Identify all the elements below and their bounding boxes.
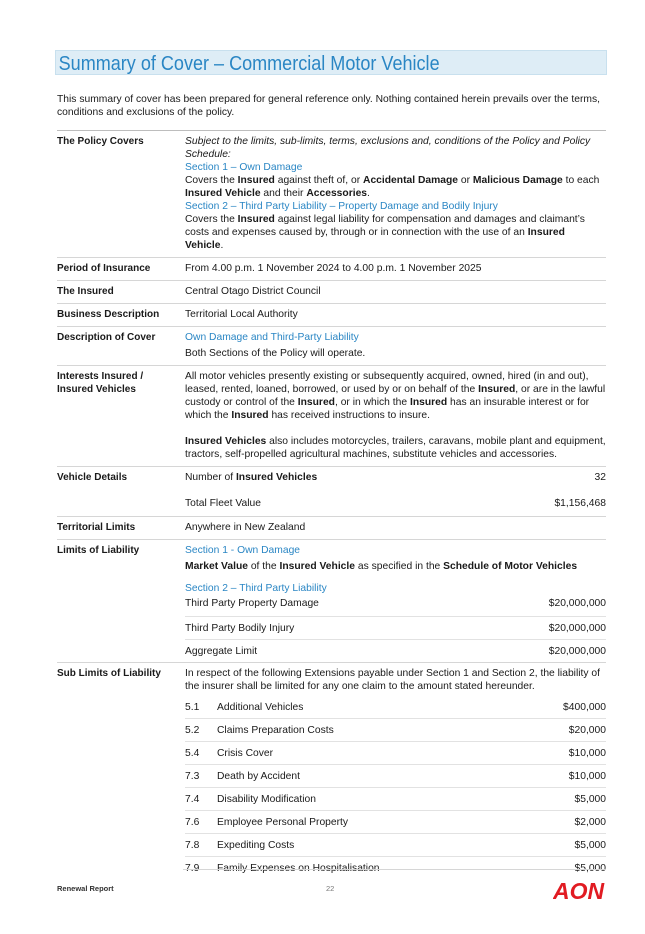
interests-paragraph: All motor vehicles presently existing or subsequently acquired, owned, hired (in and out), leased, rented, loaned, borrowed, or used by or on behalf of the Insured, or are in the lawful custody or control of the Insured, or in which the Insured has an insurable interest or for which the Insured has received instructions to insure. xyxy=(185,371,606,421)
limit-row: Third Party Property Damage $20,000,000 xyxy=(185,598,606,609)
row-value xyxy=(185,366,606,467)
table-bottom-rule xyxy=(183,869,606,870)
section2-text: Covers the Insured against legal liability for compensation and damages and claimant’s costs and expenses caused by, through or in connection with the use of an Insured Vehicle. xyxy=(185,214,585,251)
policy-subject: Subject to the limits, sub-limits, terms, exclusions and, conditions of the Policy and Policy Schedule: xyxy=(185,136,591,160)
row-value xyxy=(185,467,606,517)
row-label: Territorial Limits xyxy=(57,517,185,540)
row-value xyxy=(185,327,606,366)
row-label: The Insured xyxy=(57,281,185,304)
summary-table xyxy=(57,130,606,879)
row-policy-covers xyxy=(57,131,606,258)
limits-section2-heading: Section 2 – Third Party Liability xyxy=(185,583,327,594)
row-value: From 4.00 p.m. 1 November 2024 to 4.00 p.m. 1 November 2025 xyxy=(185,258,606,281)
extension-row: 5.4 Crisis Cover $10,000 xyxy=(185,741,606,764)
row-value: Central Otago District Council xyxy=(185,281,606,304)
vehicle-count: 32 xyxy=(594,472,606,483)
title-bar xyxy=(55,50,607,75)
section2-heading: Section 2 – Third Party Liability – Property Damage and Bodily Injury xyxy=(185,201,498,212)
footer-report-name: Renewal Report xyxy=(57,884,114,893)
row-label: The Policy Covers xyxy=(57,131,185,258)
sub-limits-intro: In respect of the following Extensions payable under Section 1 and Section 2, the liability of the insurer shall be limited for any one claim to the amount stated hereunder. xyxy=(185,668,600,692)
row-label: Vehicle Details xyxy=(57,467,185,517)
extension-row: 5.1 Additional Vehicles $400,000 xyxy=(185,702,606,713)
aon-logo xyxy=(553,877,609,903)
extension-row: 7.8 Expediting Costs $5,000 xyxy=(185,833,606,856)
intro-text: This summary of cover has been prepared for general reference only. Nothing contained herein prevails over the terms, conditions and exclusions of the policy. xyxy=(57,94,600,118)
fleet-value-row: Total Fleet Value $1,156,468 xyxy=(185,498,606,509)
row-label: Limits of Liability xyxy=(57,540,185,663)
row-label: Sub Limits of Liability xyxy=(57,663,185,880)
limit-row: Third Party Bodily Injury $20,000,000 xyxy=(185,616,606,639)
section1-text: Covers the Insured against theft of, or Accidental Damage or Malicious Damage to each Insured Vehicle and their Accessories. xyxy=(185,175,600,199)
page-title: Summary of Cover – Commercial Motor Vehicle xyxy=(58,52,440,75)
row-sub-limits xyxy=(57,663,606,880)
label-line: Interests Insured / xyxy=(57,371,144,382)
row-label: Description of Cover xyxy=(57,327,185,366)
label-line: Insured Vehicles xyxy=(57,384,136,395)
row-label: Business Description xyxy=(57,304,185,327)
interests-paragraph: Insured Vehicles also includes motorcycles, trailers, caravans, mobile plant and equipment, tractors, self-propelled agricultural machines, substitute vehicles and accessories. xyxy=(185,436,606,460)
aon-logo-text: AON xyxy=(553,878,605,903)
limit-row: Aggregate Limit $20,000,000 xyxy=(185,639,606,662)
limits-section1-heading: Section 1 - Own Damage xyxy=(185,545,301,556)
extension-row: 7.4 Disability Modification $5,000 xyxy=(185,787,606,810)
row-territorial xyxy=(57,517,606,540)
row-value xyxy=(185,131,606,258)
description-text: Both Sections of the Policy will operate. xyxy=(185,348,366,359)
description-heading: Own Damage and Third-Party Liability xyxy=(185,332,359,343)
row-insured xyxy=(57,281,606,304)
extension-row: 7.9 Family Expenses on Hospitalisation $5,000 xyxy=(185,856,606,879)
extension-row: 5.2 Claims Preparation Costs $20,000 xyxy=(185,718,606,741)
extension-row: 7.6 Employee Personal Property $2,000 xyxy=(185,810,606,833)
limits-section1-text: Market Value of the Insured Vehicle as specified in the Schedule of Motor Vehicles xyxy=(185,561,578,572)
fleet-value: $1,156,468 xyxy=(554,498,606,509)
row-vehicle-details xyxy=(57,467,606,517)
row-interests xyxy=(57,366,606,467)
row-value: Anywhere in New Zealand xyxy=(185,517,606,540)
row-value xyxy=(185,663,606,880)
row-label: Period of Insurance xyxy=(57,258,185,281)
row-value: Territorial Local Authority xyxy=(185,304,606,327)
row-business xyxy=(57,304,606,327)
row-value xyxy=(185,540,606,663)
extension-row: 7.3 Death by Accident $10,000 xyxy=(185,764,606,787)
vehicle-count-row: Number of Insured Vehicles 32 xyxy=(185,472,606,483)
row-label xyxy=(57,366,185,467)
row-limits xyxy=(57,540,606,663)
row-period xyxy=(57,258,606,281)
row-description xyxy=(57,327,606,366)
section1-heading: Section 1 – Own Damage xyxy=(185,162,303,173)
page-number: 22 xyxy=(326,884,335,893)
